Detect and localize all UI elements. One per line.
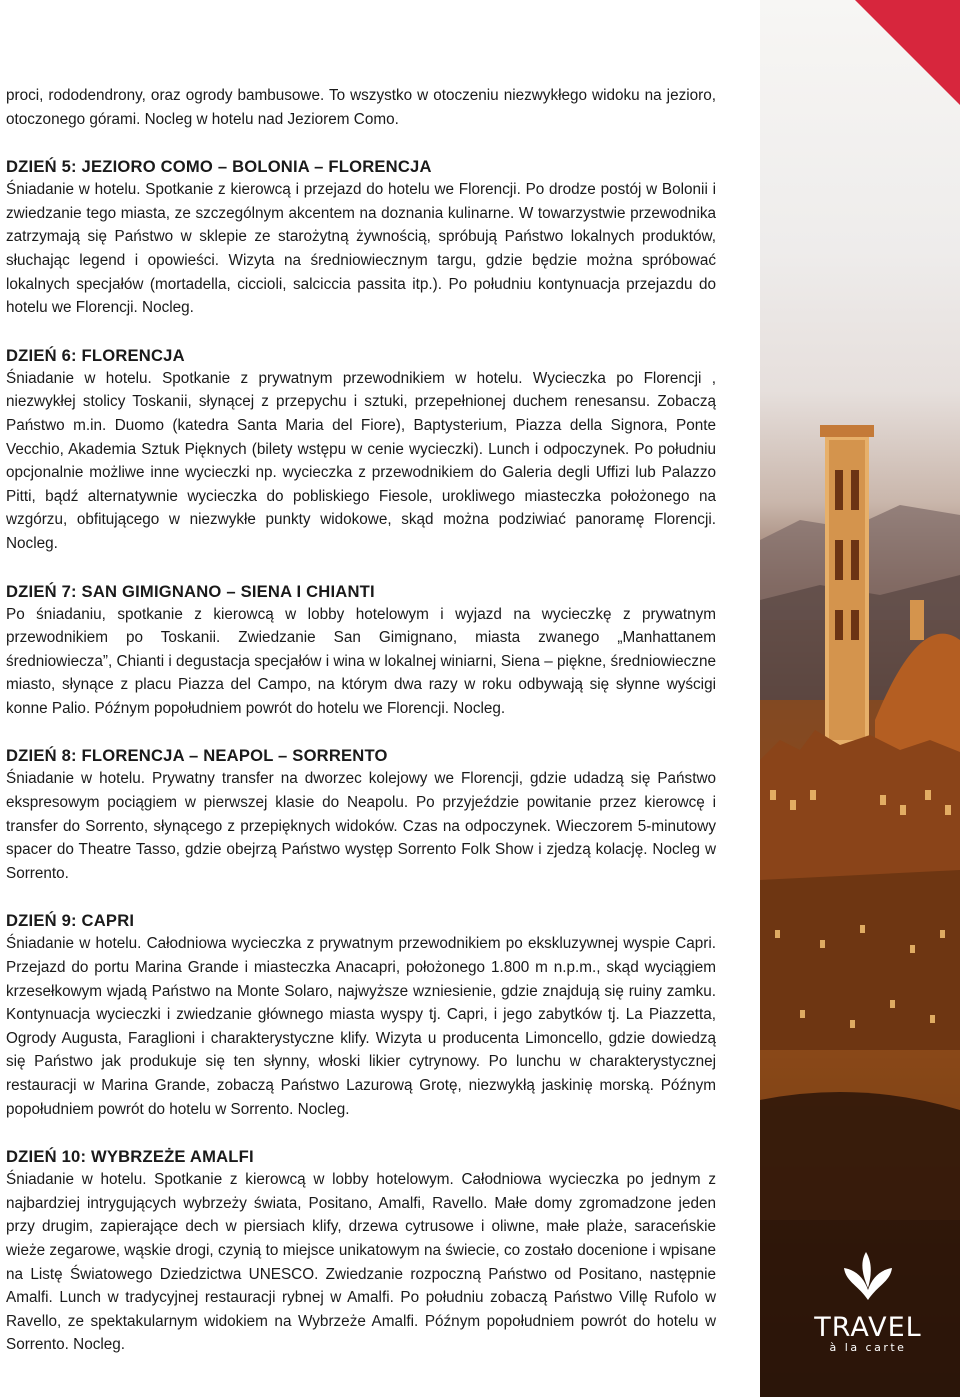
florence-skyline-image: [760, 0, 960, 1397]
day-7-section: [6, 580, 716, 721]
day-heading: DZIEŃ 8: FLORENCJA – NEAPOL – SORRENTO: [6, 746, 388, 766]
day-heading: DZIEŃ 5: JEZIORO COMO – BOLONIA – FLORENCJA: [6, 157, 432, 177]
day-heading: DZIEŃ 10: WYBRZEŻE AMALFI: [6, 1147, 254, 1167]
day-description: Śniadanie w hotelu. Spotkanie z kierowcą i przejazd do hotelu we Florencji. Po drodze postój w Bolonii i zwiedzanie tego miasta, ze szczególnym akcentem na doznania kulinarne. W towarzystwie przewodnika zatrzymają się Państwo w sklepie ze starożytną żywnością, spróbują Państwo lokalnych produktów, słuchając legend i opowieści. Wizyta na średniowiecznym targu, gdzie będzie można spróbować lokalnych specjałów (mortadella, ciccioli, salciccia passita itp.). Po południu kontynuacja przejazdu do hotelu we Florencji. Nocleg.: [6, 181, 716, 317]
brand-tagline: à la carte: [829, 1341, 907, 1354]
day-description: Śniadanie w hotelu. Całodniowa wycieczka z prywatnym przewodnikiem po ekskluzywnej wyspie Capri. Przejazd do portu Marina Grande i miasteczka Anacapri, położonego 1.800 m n.p.m., skąd wyciągiem krzesełkowym wjadą Państwo na Monte Solaro, najwyższe wzniesienie, gdzie znajdują się ruiny zamku. Kontynuacja wycieczki i zwiedzanie głównego miasta wyspy tj. Capri, i jego zabytków tj. La Piazzetta, Ogrody Augusta, Faraglioni i charakterystyczne klify. Wizyta u producenta Limoncello, gdzie dowiedzą się Państwo jak produkuje się ten słynny, włoski likier cytrynowy. Po lunchu w charakterystycznej restauracji w Marina Grande, zobaczą Państwo Lazurową Grotę, niezwykłą jaskinię morską. Późnym popołudniem powrót do hotelu w Sorrento. Nocleg.: [6, 935, 716, 1118]
brand-name: TRAVEL: [814, 1312, 922, 1343]
itinerary-column: [6, 84, 716, 1357]
day-heading: DZIEŃ 6: FLORENCJA: [6, 345, 185, 365]
day-description: Śniadanie w hotelu. Spotkanie z prywatnym przewodnikiem w hotelu. Wycieczka po Florencji , niezwykłej stolicy Toskanii, słynącej z przepychu i sztuki, przepełnionej duchem renesansu. Zobaczą Państwo m.in. Duomo (katedra Santa Maria del Fiore), Baptysterium, Piazza della Signora, Ponte Vecchio, Akademia Sztuk Pięknych (bilety wstępu w cenie wycieczki). Lunch i odpoczynek. Po południu opcjonalnie możliwe inne wycieczki np. wycieczka z przewodnikiem do Galeria degli Uffizi lub Palazzo Pitti, bądź alternatywnie wycieczka do pobliskiego Fiesole, urokliwego miasteczka położonego na wzgórzu, obfitującego w niezwykłe punkty widokowe, skąd można podziwiać panoramę Florencji. Nocleg.: [6, 369, 716, 552]
florence-photo-panel: [760, 0, 960, 1397]
butterfly-logo-icon: [838, 1250, 898, 1305]
day-8-section: [6, 744, 716, 885]
day-5-section: [6, 155, 716, 320]
day-10-section: [6, 1145, 716, 1357]
day-6-section: [6, 344, 716, 556]
day-description: Śniadanie w hotelu. Prywatny transfer na dworzec kolejowy we Florencji, gdzie udadzą się Państwo ekspresowym pociągiem w pierwszej klasie do Neapolu. Po przyjeździe powitanie przez kierowcę i transfer do Sorrento, słynącego z przepięknych widoków. Czas na odpoczynek. Wieczorem 5-minutowy spacer do Theatre Tasso, gdzie obejrzą Państwo występ Sorrento Folk Show i zjedzą kolację. Nocleg w Sorrento.: [6, 770, 716, 882]
red-corner-accent: [855, 0, 960, 105]
day-heading: DZIEŃ 9: CAPRI: [6, 911, 135, 931]
day-description: Po śniadaniu, spotkanie z kierowcą w lobby hotelowym i wyjazd na wycieczkę z prywatnym przewodnikiem po Toskanii. Zwiedzanie San Gimignano, miasta zwanego „Manhattanem średniowiecza”, Chianti i degustacja specjałów i wina w lokalnej winiarni, Siena – piękne, średniowieczne miasto, słynące z placu Piazza del Campo, na którym dwa razy w roku odbywają się słynne wyścigi konne Palio. Późnym popołudniem powrót do hotelu we Florencji. Nocleg.: [6, 605, 716, 717]
day-heading: DZIEŃ 7: SAN GIMIGNANO – SIENA I CHIANTI: [6, 581, 375, 601]
day-9-section: [6, 909, 716, 1121]
intro-paragraph: proci, rododendrony, oraz ogrody bambusowe. To wszystko w otoczeniu niezwykłego widoku na jezioro, otoczonego górami. Nocleg w hotelu nad Jeziorem Como.: [6, 87, 716, 128]
travel-a-la-carte-logo: [760, 1250, 960, 1354]
day-description: Śniadanie w hotelu. Spotkanie z kierowcą w lobby hotelowym. Całodniowa wycieczka po jednym z najbardziej intrygujących wybrzeży świata, Positano, Amalfi, Ravello. Małe domy zgromadzone jeden przy drugim, zapierające dech w piersiach klify, drzewa cytrusowe i oliwne, małe plaże, saraceńskie wieże zegarowe, wąskie drogi, czynią to miejsce unikatowym na świecie, co zostało docenione i wpisane na Listę Światowego Dziedzictwa UNESCO. Zwiedzanie rozpoczną Państwo od Positano, następnie Amalfi. Lunch w tradycyjnej restauracji rybnej w Amalfi. Po południu zobaczą Państwo Villę Rufolo w Ravello, ze spektakularnym widokiem na Wybrzeże Amalfi. Późnym popołudniem powrót do hotelu w Sorrento. Nocleg.: [6, 1171, 716, 1354]
